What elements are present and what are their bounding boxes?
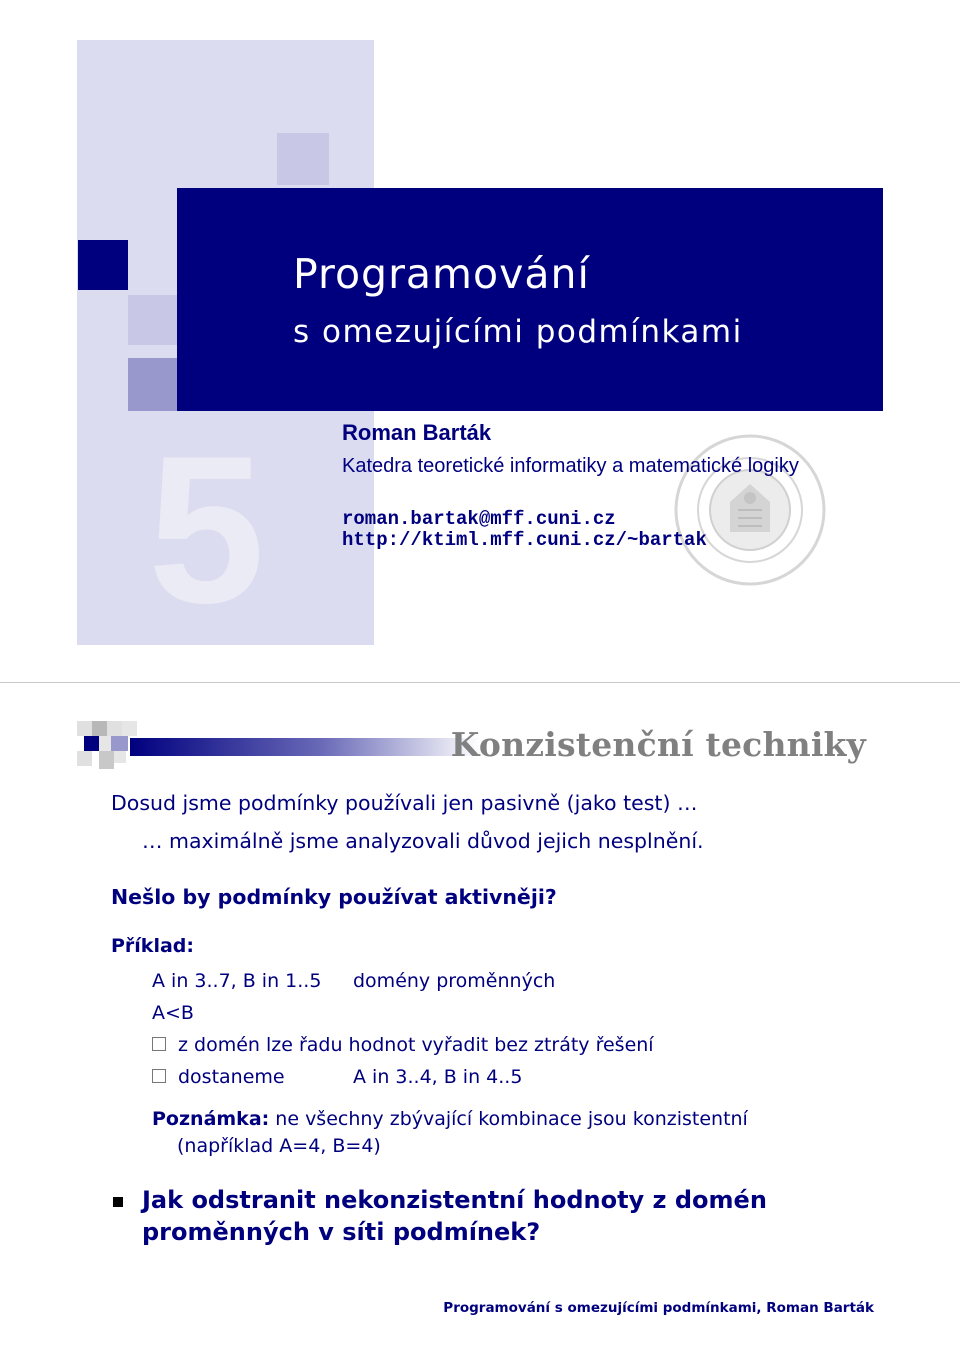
text-line: … maximálně jsme analyzovali důvod jejich nesplnění. [142, 829, 704, 853]
lecture-number: 5 [148, 412, 265, 647]
text-line: Dosud jsme podmínky používali jen pasivně (jako test) … [111, 791, 698, 815]
closing-question: Jak odstranit nekonzistentní hodnoty z domén [142, 1186, 767, 1214]
note-label: Poznámka: [152, 1108, 270, 1130]
deco-square [277, 133, 329, 185]
header-square [99, 751, 114, 769]
deco-square [128, 295, 178, 345]
header-square [77, 721, 92, 736]
square-bullet-icon [113, 1197, 123, 1207]
email-link[interactable]: roman.bartak@mff.cuni.cz [342, 508, 616, 530]
example-label: Příklad: [111, 935, 194, 957]
constraint: A<B [152, 1002, 194, 1024]
header-square [92, 721, 107, 736]
box-bullet-icon [152, 1037, 166, 1051]
domain-definition: A in 3..7, B in 1..5 [152, 970, 322, 992]
slide-footer: Programování s omezujícími podmínkami, Roman Barták [443, 1300, 874, 1316]
title-slide [0, 0, 960, 683]
box-bullet-icon [152, 1069, 166, 1083]
slide-heading: Konzistenční techniky [450, 725, 866, 764]
author-name: Roman Barták [342, 420, 492, 445]
title-band [177, 188, 883, 411]
header-square [114, 751, 126, 763]
department: Katedra teoretické informatiky a matematické logiky [342, 455, 799, 477]
deco-square [78, 240, 128, 290]
result-domains: A in 3..4, B in 4..5 [353, 1066, 523, 1088]
header-square [111, 736, 128, 751]
website-link[interactable]: http://ktiml.mff.cuni.cz/~bartak [342, 529, 707, 551]
header-square [84, 736, 99, 751]
note-example: (například A=4, B=4) [177, 1135, 381, 1157]
bullet-item [152, 1034, 654, 1056]
header-square [99, 736, 111, 751]
content-slide [0, 683, 960, 1367]
bullet-text: dostaneme [178, 1066, 285, 1088]
closing-question-cont: proměnných v síti podmínek? [142, 1218, 541, 1246]
note-text: ne všechny zbývající kombinace jsou konzistentní [275, 1108, 748, 1130]
question-line: Nešlo by podmínky používat aktivněji? [111, 885, 557, 909]
bullet-text: z domén lze řadu hodnot vyřadit bez ztráty řešení [178, 1034, 654, 1056]
note-line [152, 1108, 748, 1130]
header-square [77, 751, 92, 766]
header-gradient-bar [130, 738, 480, 756]
header-square [107, 721, 122, 736]
bullet-item [152, 1066, 285, 1088]
deco-square [128, 358, 178, 411]
slide-title: Programování [293, 250, 590, 298]
header-square [122, 721, 137, 736]
slide-subtitle: s omezujícími podmínkami [293, 314, 743, 350]
domain-comment: domény proměnných [353, 970, 556, 992]
